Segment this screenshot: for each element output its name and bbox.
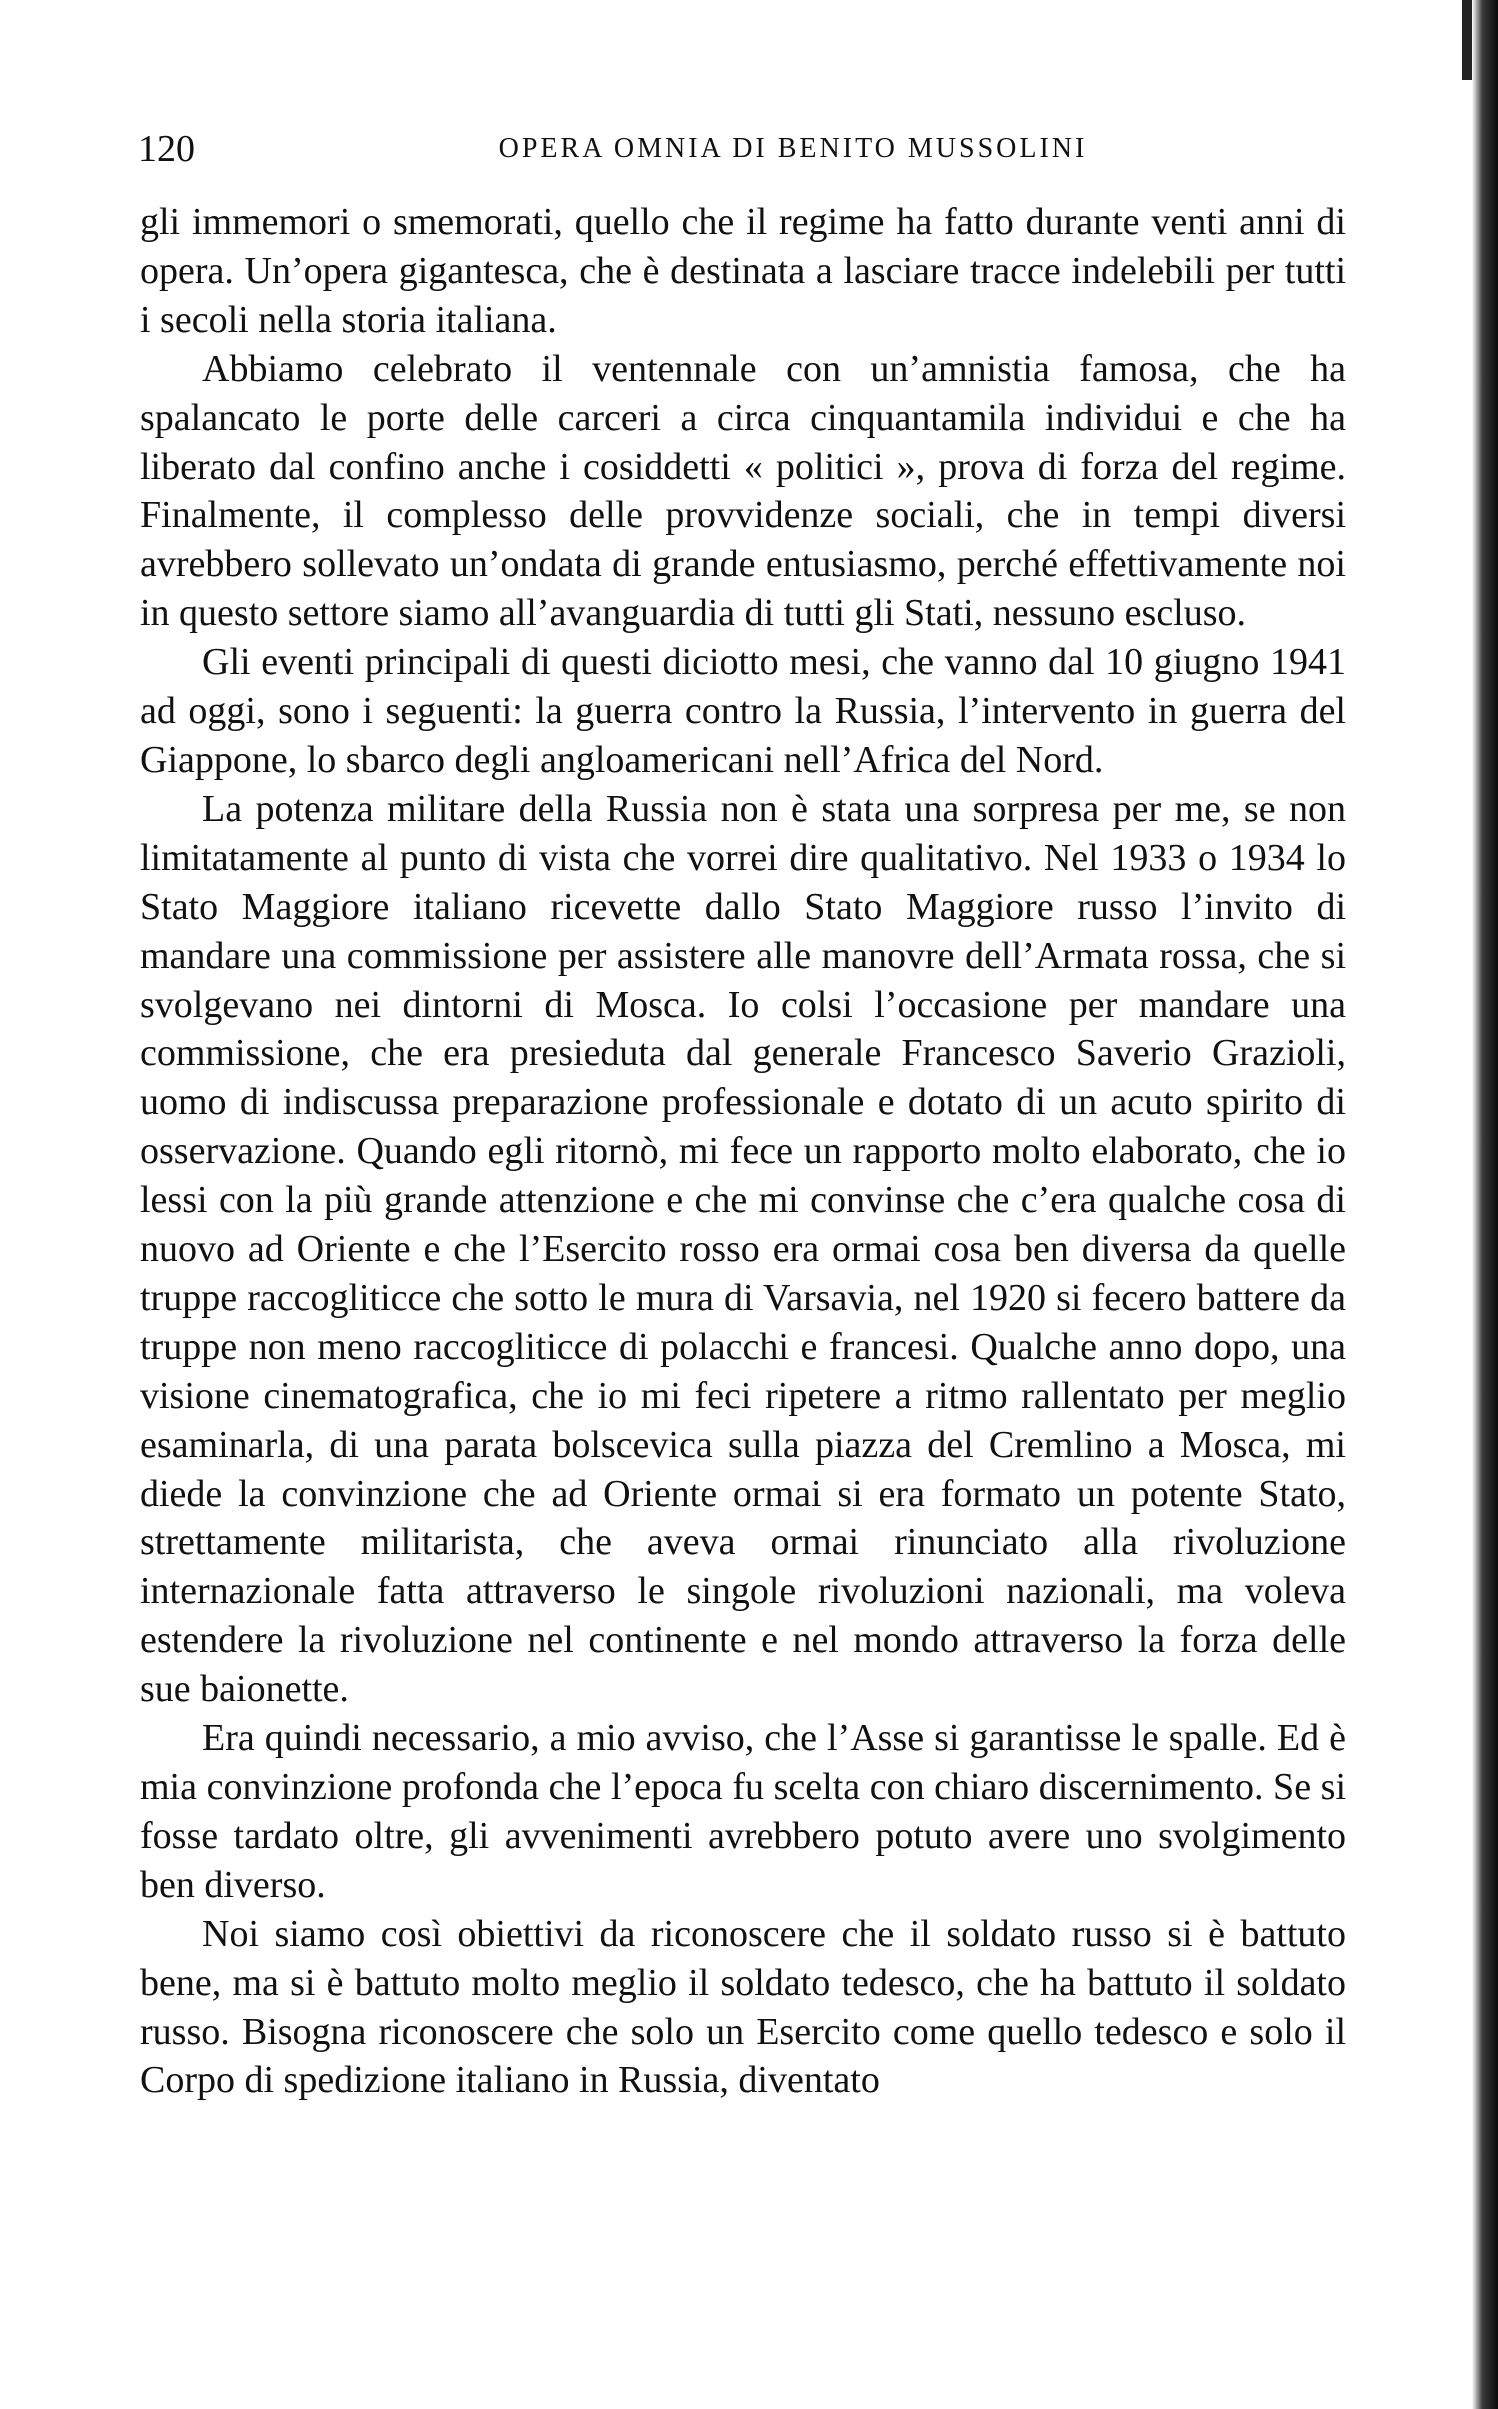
- paragraph-4: La potenza militare della Russia non è stata una sorpresa per me, se non limitatamente al punto di vista che vorrei dire qualitativo. Nel 1933 o 1934 lo Stato Maggiore italiano ricevette dallo Stato Maggiore russo l’invito di mandare una commissione per assistere alle manovre dell’Armata rossa, che si svolgevano nei dintorni di Mosca. Io colsi l’occasione per mandare una commissione, che era presieduta dal generale Francesco Saverio Grazioli, uomo di indiscussa preparazione professionale e dotato di un acuto spirito di osservazione. Quando egli ritornò, mi fece un rapporto molto elaborato, che io lessi con la più grande attenzione e che mi convinse che c’era qualche cosa di nuovo ad Oriente e che l’Esercito rosso era ormai cosa ben diversa da quelle truppe raccogliticce che sotto le mura di Varsavia, nel 1920 si fecero battere da truppe non meno raccogliticce di polacchi e francesi. Qualche anno dopo, una visione cinematografica, che io mi feci ripetere a ritmo rallentato per meglio esaminarla, di una parata bolscevica sulla piazza del Cremlino a Mosca, mi diede la convinzione che ad Oriente ormai si era formato un potente Stato, strettamente militarista, che aveva ormai rinunciato alla rivoluzione internazionale fatta attraverso le singole rivoluzioni nazionali, ma voleva estendere la rivoluzione nel continente e nel mondo attraverso la forza delle sue baionette.: [140, 787, 1346, 1711]
- paragraph-6: Noi siamo così obiettivi da riconoscere che il soldato russo si è battuto bene, ma si è battuto molto meglio il soldato tedesco, che ha battuto il soldato russo. Bisogna riconoscere che solo un Esercito come quello tedesco e solo il Corpo di spedizione italiano in Russia, diventato: [140, 1912, 1346, 2102]
- paragraph-2: Abbiamo celebrato il ventennale con un’amnistia famosa, che ha spalancato le porte delle carceri a circa cinquantamila individui e che ha liberato dal confino anche i cosiddetti « politici », prova di forza del regime. Finalmente, il complesso delle provvidenze sociali, che in tempi diversi avrebbero sollevato un’ondata di grande entusiasmo, perché effettivamente noi in questo settore siamo all’avanguardia di tutti gli Stati, nessuno escluso.: [140, 347, 1346, 635]
- scan-binding-edge: [1472, 0, 1498, 2409]
- body-text: [140, 198, 1346, 2105]
- paragraph-3: Gli eventi principali di questi diciotto mesi, che vanno dal 10 giugno 1941 ad oggi, sono i seguenti: la guerra contro la Russia, l’intervento in guerra del Giappone, lo sbarco degli angloamericani nell’Africa del Nord.: [140, 641, 1346, 781]
- page-number: 120: [138, 128, 195, 170]
- paragraph-5: Era quindi necessario, a mio avviso, che l’Asse si garantisse le spalle. Ed è mia convinzione profonda che l’epoca fu scelta con chiaro discernimento. Se si fosse tardato oltre, gli avvenimenti avrebbero potuto avere uno svolgimento ben diverso.: [140, 1717, 1346, 1906]
- running-title: OPERA OMNIA DI BENITO MUSSOLINI: [498, 133, 1088, 164]
- paragraph-1: gli immemori o smemorati, quello che il regime ha fatto durante venti anni di opera. Un’opera gigantesca, che è destinata a lasciare tracce indelebili per tutti i secoli nella storia italiana.: [140, 201, 1346, 341]
- running-head: [138, 124, 1348, 174]
- scan-edge-mark: [1462, 0, 1472, 80]
